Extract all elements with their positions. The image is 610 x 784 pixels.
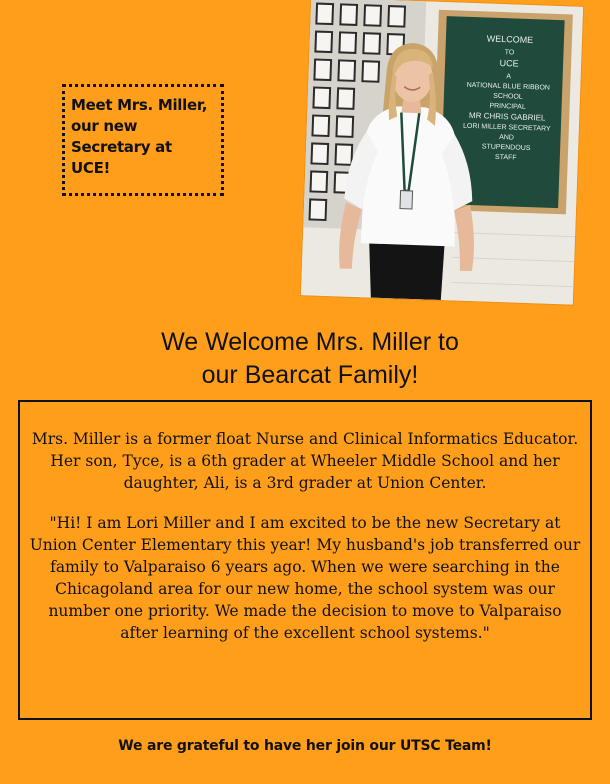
intro-callout — [62, 84, 224, 196]
bio-paragraph: Mrs. Miller is a former float Nurse and Clinical Informatics Educator. Her son, Tyce, is a 6th grader at Wheeler Middle School and her daughter, Ali, is a 3rd grader at Union Center. — [31, 430, 579, 492]
headline-line-2: our Bearcat Family! — [201, 361, 419, 389]
sign-line: TO — [504, 49, 515, 57]
sign-line: SCHOOL — [493, 92, 523, 101]
photo-illustration — [301, 0, 583, 305]
story-box — [18, 400, 592, 720]
sign-line: STAFF — [494, 153, 517, 162]
intro-text: Meet Mrs. Miller, our new Secretary at UCE! — [71, 96, 208, 177]
sign-line: LORI MILLER SECRETARY — [462, 122, 551, 133]
sign-line: PRINCIPAL — [489, 102, 526, 111]
closing-line: We are grateful to have her join our UTSC Team! — [118, 738, 492, 754]
sign-line: MR CHRIS GABRIEL — [468, 110, 546, 123]
sign-line: WELCOME — [486, 33, 534, 46]
sign-line: STUPENDOUS — [481, 143, 531, 153]
sign-line: UCE — [499, 57, 519, 69]
headline — [60, 326, 560, 392]
sign-line: A — [506, 73, 512, 81]
quote-paragraph: "Hi! I am Lori Miller and I am excited to be the new Secretary at Union Center Elementary this year! My husband's job transferred our family to Valparaiso 6 years ago. When we were searching in the Chicagoland area for our new home, the school system was our number one priority. We made the decision to move to Valparaiso after learning of the excellent school systems." — [29, 514, 581, 642]
headline-line-1: We Welcome Mrs. Miller to — [161, 328, 459, 356]
staff-photo — [301, 0, 583, 305]
sign-line: NATIONAL BLUE RIBBON — [466, 81, 551, 92]
sign-line: AND — [498, 133, 515, 142]
